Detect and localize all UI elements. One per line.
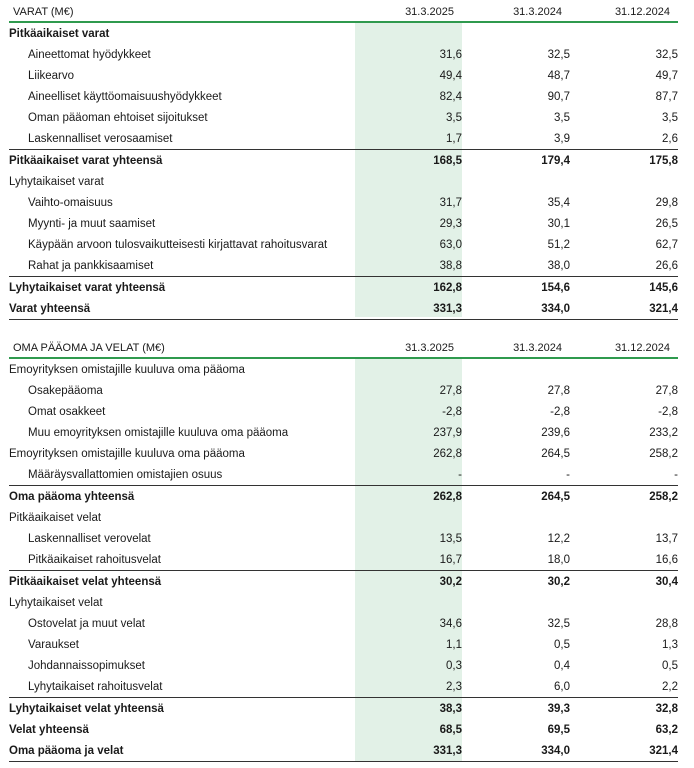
cell-value: 34,6 <box>439 617 462 630</box>
row-label: Oman pääoman ehtoiset sijoitukset <box>28 111 208 124</box>
row-label: Oma pääoma ja velat <box>9 740 355 762</box>
row-label: Määräysvallattomien omistajien osuus <box>28 468 223 481</box>
cell-value: 162,8 <box>355 277 462 299</box>
cell-value: 334,0 <box>462 298 570 320</box>
assets-table <box>9 2 678 320</box>
cell-value: 38,3 <box>355 698 462 720</box>
cell-value <box>355 171 462 192</box>
cell-value: 0,4 <box>554 659 570 672</box>
table-row <box>9 698 678 720</box>
cell-value: 145,6 <box>570 277 678 299</box>
table-row <box>9 213 678 234</box>
table-row <box>9 358 678 380</box>
row-label: Myynti- ja muut saamiset <box>28 217 156 230</box>
cell-value: 32,5 <box>655 48 678 61</box>
cell-value: 0,5 <box>554 638 570 651</box>
row-label: Pitkäaikaiset velat <box>9 511 102 524</box>
cell-value: 90,7 <box>547 90 570 103</box>
cell-value: 3,5 <box>662 111 678 124</box>
column-header: 31.3.2025 <box>355 2 462 22</box>
cell-value: 87,7 <box>655 90 678 103</box>
table-row <box>9 486 678 508</box>
table-row <box>9 277 678 299</box>
cell-value: -2,8 <box>658 405 678 418</box>
cell-value: - <box>674 468 678 481</box>
table-row <box>9 401 678 422</box>
cell-value: 38,8 <box>439 259 462 272</box>
cell-value: 63,0 <box>439 238 462 251</box>
row-label: Pitkäaikaiset velat yhteensä <box>9 571 355 593</box>
cell-value: 39,3 <box>462 698 570 720</box>
cell-value: 0,5 <box>662 659 678 672</box>
cell-value <box>570 592 678 613</box>
cell-value: 48,7 <box>547 69 570 82</box>
row-label: Muu emoyrityksen omistajille kuuluva oma pääoma <box>28 426 289 439</box>
row-label: Laskennalliset verosaamiset <box>28 132 173 145</box>
cell-value: 38,0 <box>547 259 570 272</box>
cell-value: 168,5 <box>355 150 462 172</box>
cell-value: 30,2 <box>462 571 570 593</box>
row-label: Ostovelat ja muut velat <box>28 617 145 630</box>
cell-value: 258,2 <box>570 486 678 508</box>
column-header: 31.3.2025 <box>355 338 462 358</box>
row-label: Vaihto-omaisuus <box>28 196 113 209</box>
cell-value: 331,3 <box>355 740 462 762</box>
table-row <box>9 655 678 676</box>
table-row <box>9 107 678 128</box>
cell-value <box>355 358 462 380</box>
cell-value: 26,6 <box>655 259 678 272</box>
table-row <box>9 44 678 65</box>
cell-value <box>570 358 678 380</box>
cell-value: 68,5 <box>439 723 462 736</box>
row-label: Lyhytaikaiset varat yhteensä <box>9 277 355 299</box>
row-label: Varaukset <box>28 638 79 651</box>
cell-value: 262,8 <box>355 486 462 508</box>
table-row <box>9 422 678 443</box>
column-header: 31.12.2024 <box>570 2 678 22</box>
table-row <box>9 719 678 740</box>
row-label: Liikearvo <box>28 69 75 82</box>
cell-value <box>462 507 570 528</box>
table-row <box>9 528 678 549</box>
cell-value: 29,8 <box>655 196 678 209</box>
row-label: Varat yhteensä <box>9 298 355 320</box>
cell-value: 31,6 <box>439 48 462 61</box>
header-row <box>9 338 678 358</box>
cell-value: 239,6 <box>541 426 570 439</box>
table-row <box>9 128 678 150</box>
row-label: Aineelliset käyttöomaisuushyödykkeet <box>28 90 222 103</box>
cell-value: 154,6 <box>462 277 570 299</box>
table-title: OMA PÄÄOMA JA VELAT (M€) <box>9 338 355 358</box>
cell-value: 13,7 <box>655 532 678 545</box>
cell-value <box>462 592 570 613</box>
cell-value: 16,6 <box>655 553 678 566</box>
row-label: Lyhytaikaiset rahoitusvelat <box>28 680 163 693</box>
cell-value: 69,5 <box>547 723 570 736</box>
cell-value: 30,4 <box>570 571 678 593</box>
cell-value: 264,5 <box>462 486 570 508</box>
row-label: Osakepääoma <box>28 384 103 397</box>
cell-value: 179,4 <box>462 150 570 172</box>
cell-value: 233,2 <box>649 426 678 439</box>
cell-value: 321,4 <box>570 298 678 320</box>
cell-value: - <box>566 468 570 481</box>
cell-value: 1,7 <box>446 132 462 145</box>
cell-value: 32,5 <box>547 617 570 630</box>
table-row <box>9 192 678 213</box>
cell-value: 30,1 <box>547 217 570 230</box>
cell-value: 82,4 <box>439 90 462 103</box>
table-title: VARAT (M€) <box>9 2 355 22</box>
table-row <box>9 613 678 634</box>
row-label: Pitkäaikaiset varat yhteensä <box>9 150 355 172</box>
row-label: Käypään arvoon tulosvaikutteisesti kirjattavat rahoitusvarat <box>28 238 328 251</box>
cell-value: 30,2 <box>355 571 462 593</box>
cell-value <box>355 507 462 528</box>
row-label: Emoyrityksen omistajille kuuluva oma pääoma <box>9 447 245 460</box>
cell-value: 175,8 <box>570 150 678 172</box>
table-row <box>9 464 678 486</box>
cell-value: 321,4 <box>570 740 678 762</box>
row-label: Aineettomat hyödykkeet <box>28 48 151 61</box>
cell-value: 51,2 <box>547 238 570 251</box>
cell-value: 3,5 <box>446 111 462 124</box>
cell-value: 49,7 <box>655 69 678 82</box>
table-row <box>9 380 678 401</box>
column-header: 31.3.2024 <box>462 2 570 22</box>
table-row <box>9 22 678 44</box>
cell-value: 3,5 <box>554 111 570 124</box>
cell-value <box>462 22 570 44</box>
table-row <box>9 234 678 255</box>
table-row <box>9 171 678 192</box>
cell-value: 6,0 <box>554 680 570 693</box>
cell-value: 35,4 <box>547 196 570 209</box>
table-row <box>9 65 678 86</box>
equity-liabilities-table <box>9 338 678 762</box>
column-header: 31.12.2024 <box>570 338 678 358</box>
cell-value <box>570 171 678 192</box>
cell-value: 13,5 <box>439 532 462 545</box>
row-label: Lyhytaikaiset velat yhteensä <box>9 698 355 720</box>
cell-value: 27,8 <box>439 384 462 397</box>
table-row <box>9 150 678 172</box>
cell-value: 1,3 <box>662 638 678 651</box>
cell-value: 31,7 <box>439 196 462 209</box>
cell-value: 2,6 <box>662 132 678 145</box>
cell-value: 18,0 <box>547 553 570 566</box>
row-label: Velat yhteensä <box>9 723 89 736</box>
row-label: Rahat ja pankkisaamiset <box>28 259 154 272</box>
cell-value: 3,9 <box>554 132 570 145</box>
cell-value <box>355 592 462 613</box>
column-header: 31.3.2024 <box>462 338 570 358</box>
cell-value: -2,8 <box>550 405 570 418</box>
cell-value: 63,2 <box>655 723 678 736</box>
cell-value: 258,2 <box>649 447 678 460</box>
cell-value <box>462 171 570 192</box>
cell-value: 29,3 <box>439 217 462 230</box>
table-row <box>9 676 678 698</box>
cell-value: -2,8 <box>442 405 462 418</box>
row-label: Pitkäaikaiset varat <box>9 27 110 40</box>
row-label: Oma pääoma yhteensä <box>9 486 355 508</box>
row-label: Omat osakkeet <box>28 405 106 418</box>
cell-value: 28,8 <box>655 617 678 630</box>
cell-value: 16,7 <box>439 553 462 566</box>
cell-value <box>462 358 570 380</box>
row-label: Lyhytaikaiset varat <box>9 175 104 188</box>
table-row <box>9 255 678 277</box>
header-row <box>9 2 678 22</box>
table-row <box>9 592 678 613</box>
cell-value: 62,7 <box>655 238 678 251</box>
cell-value <box>355 22 462 44</box>
cell-value <box>570 22 678 44</box>
table-row <box>9 740 678 762</box>
cell-value: 49,4 <box>439 69 462 82</box>
cell-value: - <box>458 468 462 481</box>
row-label: Johdannaissopimukset <box>28 659 145 672</box>
row-label: Lyhytaikaiset velat <box>9 596 103 609</box>
cell-value: 26,5 <box>655 217 678 230</box>
cell-value: 27,8 <box>655 384 678 397</box>
row-label: Pitkäaikaiset rahoitusvelat <box>28 553 161 566</box>
table-row <box>9 571 678 593</box>
cell-value: 0,3 <box>446 659 462 672</box>
cell-value: 27,8 <box>547 384 570 397</box>
table-row <box>9 86 678 107</box>
cell-value: 237,9 <box>433 426 462 439</box>
cell-value: 262,8 <box>433 447 462 460</box>
cell-value: 264,5 <box>541 447 570 460</box>
cell-value: 331,3 <box>355 298 462 320</box>
table-row <box>9 549 678 571</box>
cell-value: 334,0 <box>462 740 570 762</box>
table-row <box>9 507 678 528</box>
cell-value <box>570 507 678 528</box>
table-row <box>9 634 678 655</box>
row-label: Emoyrityksen omistajille kuuluva oma pääoma <box>9 363 245 376</box>
cell-value: 12,2 <box>547 532 570 545</box>
cell-value: 1,1 <box>446 638 462 651</box>
table-row <box>9 443 678 464</box>
table-row <box>9 298 678 320</box>
cell-value: 32,5 <box>547 48 570 61</box>
cell-value: 2,3 <box>446 680 462 693</box>
cell-value: 2,2 <box>662 680 678 693</box>
cell-value: 32,8 <box>570 698 678 720</box>
row-label: Laskennalliset verovelat <box>28 532 151 545</box>
